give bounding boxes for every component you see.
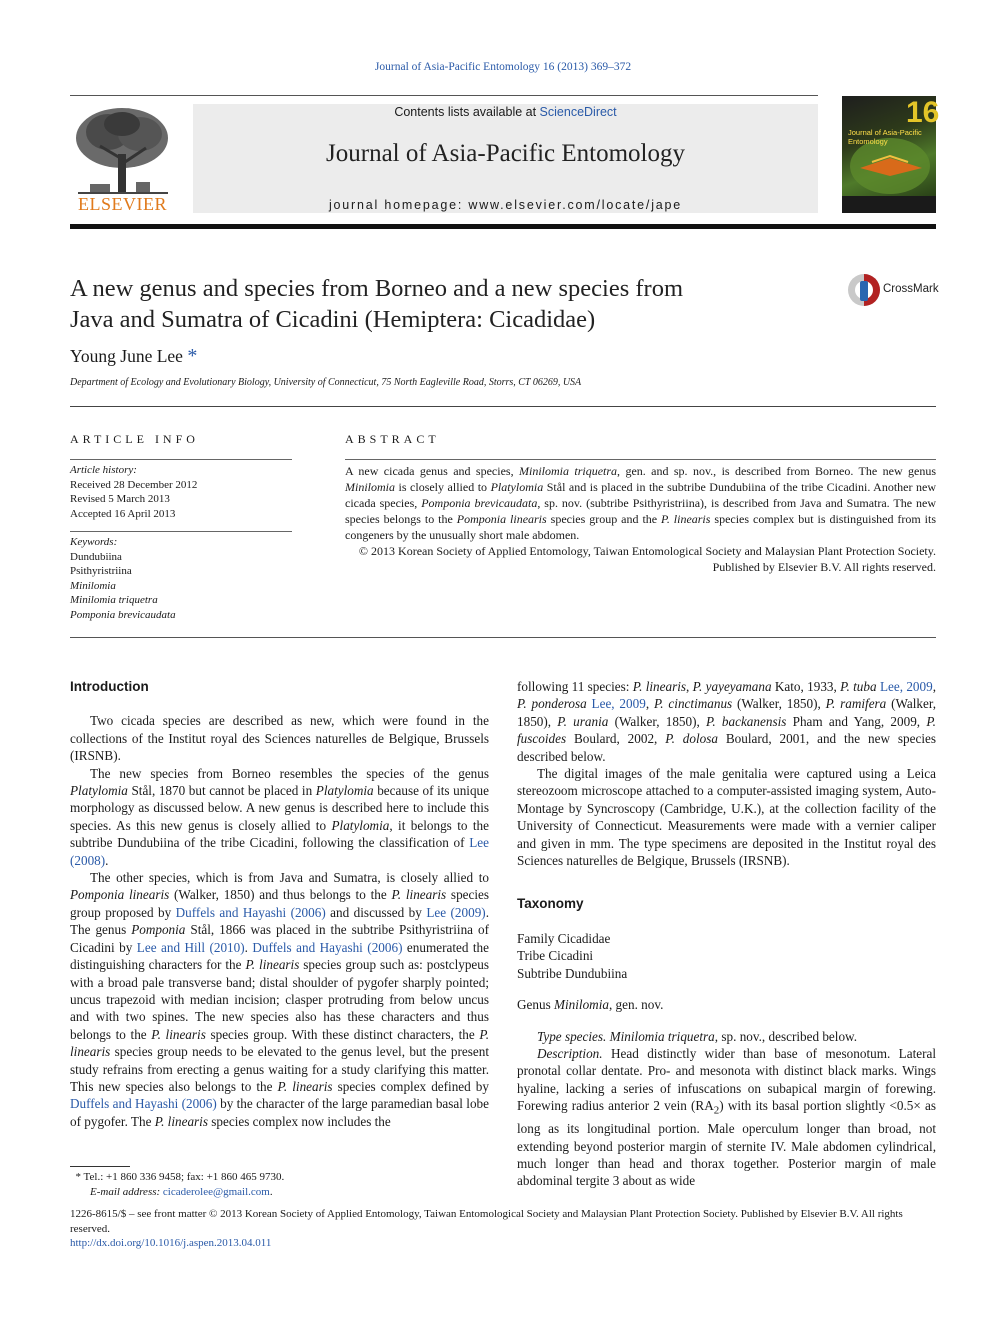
- keyword-item: Dundubiina: [70, 550, 122, 563]
- methods-paragraph: The digital images of the male genitalia were captured using a Leica stereozoom microscope attached to a computer-assisted imaging system, Auto-Montage by Syncroscopy (Cambridge, U.K.), at the collection facility of the University of Connecticut. Measurements were made with a vernier caliper and given in mm. The type specimens are deposited in the Institut royal des Sciences naturelles de Belgique, Brussels (IRSNB).: [517, 766, 936, 869]
- header-top-rule: [70, 95, 818, 96]
- article-history: [70, 463, 197, 521]
- email-label: E-mail address:: [90, 1186, 163, 1198]
- abstract-heading: ABSTRACT: [345, 432, 440, 446]
- keyword-item: Psithyristriina: [70, 565, 132, 577]
- keywords-rule: [70, 531, 292, 532]
- header-thick-rule: [70, 224, 936, 229]
- doi-link[interactable]: http://dx.doi.org/10.1016/j.aspen.2013.04.011: [70, 1237, 272, 1249]
- citation-link[interactable]: Lee and Hill (2010): [136, 939, 245, 955]
- intro-paragraph-2: The new species from Borneo resembles the species of the genus Platylomia Stål, 1870 but cannot be placed in Platylomia because of its unique morphology as discussed below. A new genus is described here to include this species. As this new genus is closely allied to Platylomia, it belongs to the subtribe Dundubiina of the tribe Cicadini, following the classification of Lee (2008).: [70, 765, 489, 868]
- abstract-copyright: © 2013 Korean Society of Applied Entomology, Taiwan Entomological Society and Malaysian Plant Protection Society. Published by Elsevier B.V. All rights reserved.: [358, 544, 936, 574]
- keyword-item: Minilomia triquetra: [70, 594, 158, 606]
- body-left-column: [70, 678, 489, 1130]
- abstract-body: [345, 463, 936, 575]
- footnote-mark: *: [75, 1171, 81, 1183]
- sciencedirect-link[interactable]: ScienceDirect: [539, 105, 617, 119]
- footnote-phone: Tel.: +1 860 336 9458; fax: +1 860 465 9730.: [81, 1171, 285, 1183]
- journal-reference-link[interactable]: Journal of Asia-Pacific Entomology 16 (2013) 369–372: [374, 61, 632, 73]
- citation-link[interactable]: Duffels and Hayashi (2006): [70, 1096, 217, 1112]
- keyword-item: Minilomia: [70, 579, 116, 592]
- cover-volume-number: 16: [906, 96, 940, 129]
- tribe-line: Tribe Cicadini: [517, 948, 594, 964]
- author-name: Young June Lee: [70, 346, 183, 366]
- title-line-1: A new genus and species from Borneo and a new species from: [70, 275, 684, 302]
- elsevier-wordmark: ELSEVIER: [78, 194, 167, 214]
- email-link[interactable]: cicaderolee@gmail.com: [162, 1186, 270, 1198]
- taxonomy-heading: Taxonomy: [517, 896, 584, 912]
- cover-journal-title: Journal of Asia-Pacific Entomology: [848, 128, 922, 146]
- title-line-2: Java and Sumatra of Cicadini (Hemiptera: Cicadidae): [70, 306, 596, 333]
- footnote-rule: [70, 1166, 130, 1167]
- bottom-info: [70, 1207, 936, 1251]
- citation-link[interactable]: Duffels and Hayashi (2006): [175, 904, 326, 920]
- history-received: Received 28 December 2012: [70, 478, 198, 491]
- citation-link[interactable]: Lee, 2009: [591, 696, 646, 712]
- article-title: [70, 273, 770, 335]
- contents-prefix: Contents lists available at: [394, 105, 540, 119]
- corresponding-author-footnote: * Tel.: +1 860 336 9458; fax: +1 860 465 9730. E-mail address: cicaderolee@gmail.com.: [75, 1171, 285, 1198]
- elsevier-logo: [70, 104, 175, 216]
- front-matter-rule: [70, 637, 936, 638]
- citation-link[interactable]: Lee, 2009: [879, 679, 933, 694]
- introduction-heading: Introduction: [70, 679, 149, 694]
- family-line: Family Cicadidae: [517, 930, 611, 946]
- intro-paragraph-1: Two cicada species are described as new, which were found in the collections of the Institut royal des Sciences naturelles de Belgique, Brussels (IRSNB).: [70, 713, 489, 764]
- description-paragraph: Description. Head distinctly wider than base of mesonotum. Lateral pronotal collar dentate. Pro- and mesonota with distinct black marks. Wings hyaline, lacking a series of infuscations on subapical margin of forewing. Forewing radius anterior 2 vein $(RA_2)$ with its basal portion slightly <0.5× as long as its longitudinal portion. Male operculum longer than broad, not extending beyond posterior margin of sternite IV. Male abdomen cylindrical, much longer than head and thorax together. Posterior margin of male abdominal tergite 3 about as wide: [517, 1045, 936, 1189]
- author-footnote-link[interactable]: *: [187, 345, 198, 367]
- issn-copyright-line: 1226-8615/$ – see front matter © 2013 Korean Society of Applied Entomology, Taiwan Entomological Society and Malaysian Plant Protection Society. Published by Elsevier B.V. All rights reserved.: [70, 1208, 903, 1235]
- article-info-heading: ARTICLE INFO: [70, 432, 199, 446]
- genus-line: Genus Minilomia, gen. nov.: [517, 997, 664, 1013]
- history-revised: Revised 5 March 2013: [70, 493, 170, 505]
- abstract-rule: [345, 459, 936, 460]
- journal-homepage[interactable]: journal homepage: www.elsevier.com/locate/jape: [328, 198, 683, 212]
- intro-paragraph-3: The other species, which is from Java and Sumatra, is closely allied to Pomponia linearis (Walker, 1850) and thus belongs to the P. linearis species group proposed by Duffels and Hayashi (2006) and discussed by Lee (2009). The genus Pomponia Stål, 1866 was placed in the subtribe Psithyristriina of Cicadini by Lee and Hill (2010). Duffels and Hayashi (2006) enumerated the distinguishing characters for the P. linearis species group such as: postclypeus with a broad pale transverse band; distal shoulder of pygofer sharply pointed; uncus trapezoid with median incision; clasper protruding from below uncus and with two spines. The new species also has these characters and thus belongs to the P. linearis species group. With these distinct characters, the P. linearis species group needs to be elevated to the genus level, but the present study refrains from erecting a genus waiting for a study clarifying this matter. This new species also belongs to the P. linearis species complex defined by Duffels and Hayashi (2006) by the character of the large paramedian basal lobe of pygofer. The P. linearis species complex now includes the: [70, 870, 490, 1129]
- species-list-paragraph: following 11 species: P. linearis, P. yayeyamana Kato, 1933, P. tuba Lee, 2009, P. ponderosa Lee, 2009, P. cinctimanus (Walker, 1850), P. ramifera (Walker, 1850), P. urania (Walker, 1850), P. backanensis Pham and Yang, 2009, P. fuscoides Boulard, 2002, P. dolosa Boulard, 2001, and the new species described below.: [517, 679, 937, 764]
- keyword-item: Pomponia brevicaudata: [70, 608, 176, 621]
- author-line: [70, 345, 197, 368]
- keywords-block: [70, 535, 176, 622]
- subtribe-line: Subtribe Dundubiina: [517, 965, 628, 981]
- citation-link[interactable]: Duffels and Hayashi (2006): [252, 939, 403, 955]
- abstract-paragraph: A new cicada genus and species, Minilomia triquetra, gen. and sp. nov., is described from Borneo. The new genus Minilomia is closely allied to Platylomia Stål and is placed in the subtribe Dundubiina of the tribe Cicadini. Another new cicada species, Pomponia brevicaudata, sp. nov. (subtribe Psithyristriina), is described from Java and Sumatra. The new species belongs to the Pomponia linearis species group and the P. linearis species complex but is distinguished from its congeners by the unusually short male abdomen.: [345, 464, 937, 542]
- crossmark-label: CrossMark: [883, 283, 939, 295]
- citation-link[interactable]: Lee (2008): [70, 835, 489, 868]
- article-info-rule: [70, 459, 292, 460]
- crossmark-icon: [846, 271, 882, 309]
- history-label: Article history:: [70, 464, 137, 476]
- contents-line: [193, 105, 818, 119]
- affiliation-rule: [70, 406, 936, 407]
- citation-link[interactable]: Lee (2009): [426, 904, 486, 920]
- keywords-label: Keywords:: [70, 536, 118, 548]
- history-accepted: Accepted 16 April 2013: [70, 507, 176, 520]
- affiliation: Department of Ecology and Evolutionary Biology, University of Connecticut, 75 North Eagleville Road, Storrs, CT 06269, USA: [70, 377, 582, 388]
- type-species-paragraph: Type species. Minilomia triquetra, sp. nov., described below.: [537, 1028, 858, 1044]
- crossmark-badge[interactable]: [846, 271, 941, 309]
- journal-title: Journal of Asia-Pacific Entomology: [326, 140, 685, 167]
- body-right-column: [517, 678, 936, 1190]
